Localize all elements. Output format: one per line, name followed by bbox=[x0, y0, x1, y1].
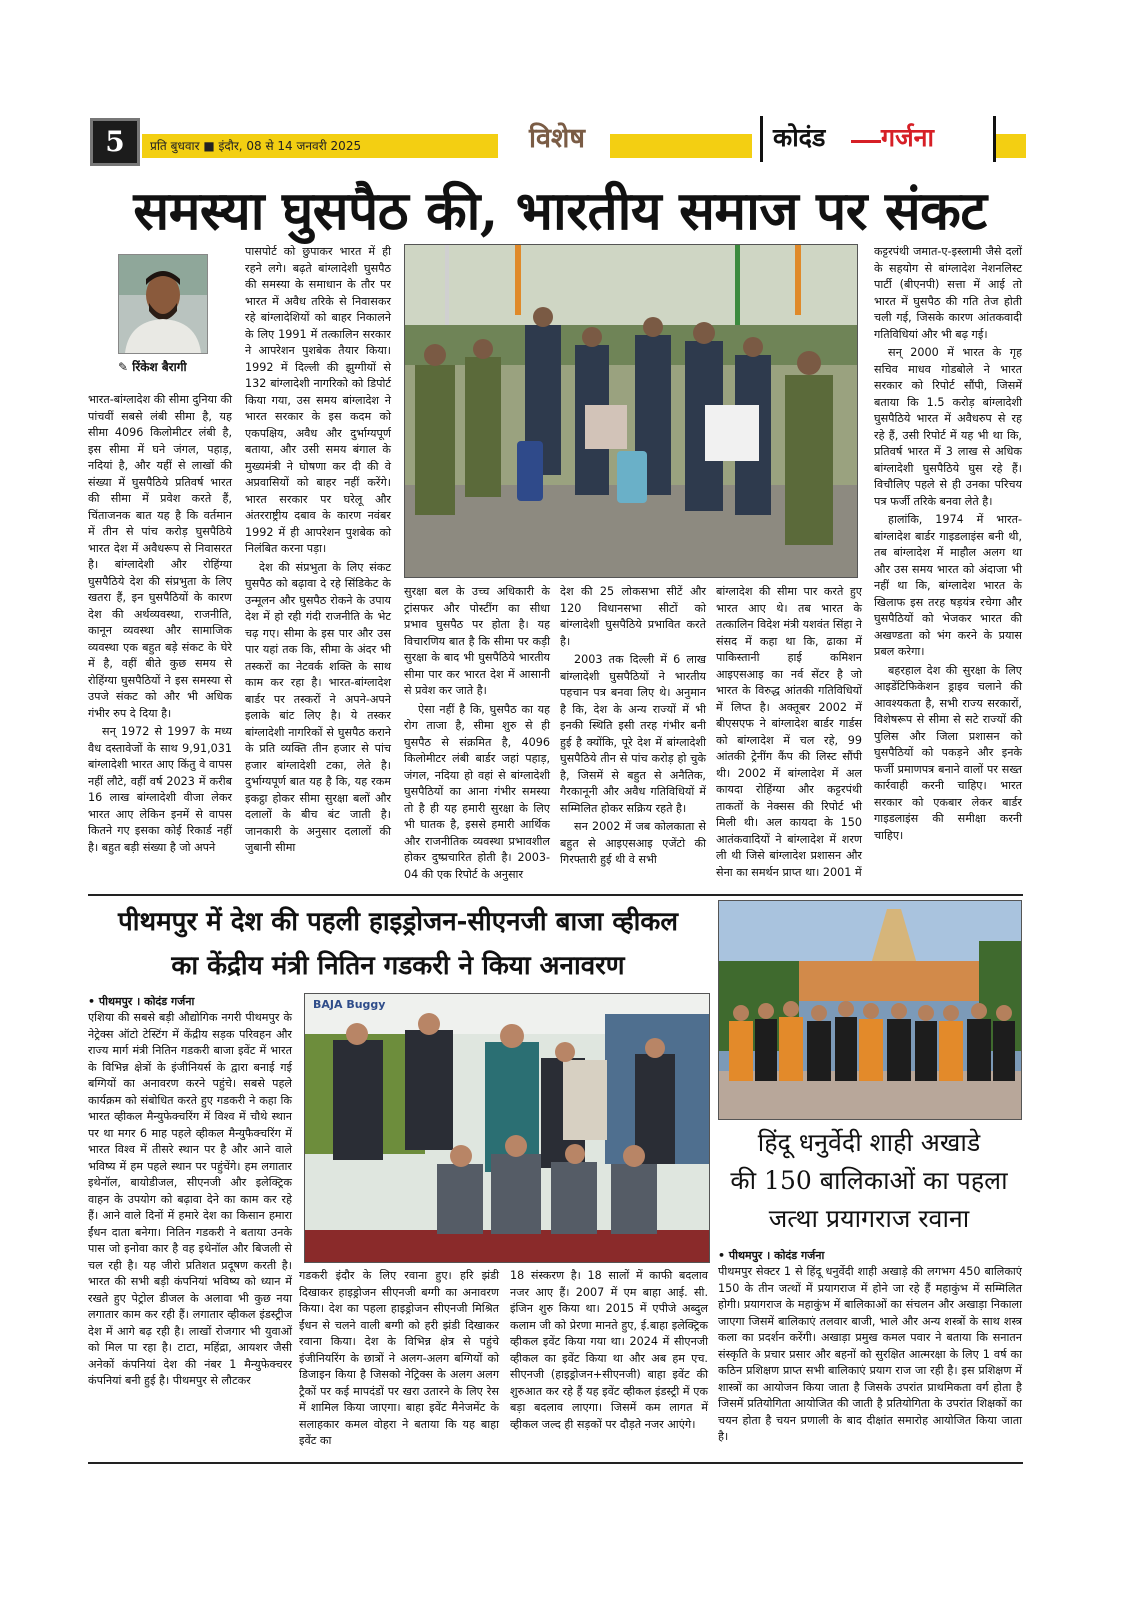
story2-headline-line2: का केंद्रीय मंत्री नितिन गडकरी ने किया अनावरण bbox=[171, 951, 625, 981]
paragraph: देश की संप्रभुता के लिए संकट घुसपैठ को बढ़ावा दे रहे सिंडिकेट के उन्मूलन और घुसपैठ रोकने के उपाय देश में हो रही गंदी राजनीति के भेट चढ़ गए। सीमा के इस पार और उस पार यहां तक कि, सीमा के अंदर भी तस्करों का नेटवर्क शक्ति के साथ काम कर रहा है। भारत-बांग्लादेश बार्डर पर तस्करों ने अपने-अपने इलाके बांट लिए है। ये तस्कर बांग्लादेशी नागरिकों से घुसपैठ कराने के प्रति व्यक्ति तीन हजार से पांच हजार बांग्लादेशी टका, लेते है। दुर्भाग्यपूर्ण बात यह है कि, यह रकम इकट्ठा होकर सीमा सुरक्षा बलों और दलालों के बीच बंट जाती है। जानकारी के अनुसार दलालों की जुबानी सीमा bbox=[245, 560, 391, 854]
story3-body bbox=[718, 1264, 1022, 1448]
page-number: 5 bbox=[90, 118, 140, 166]
paragraph: बहरहाल देश की सुरक्षा के लिए आइडेंटिफिकेशन ड्राइव चलाने की आवश्यकता है, सभी राज्य सरकारों, विशेषरूप से सीमा से सटे राज्यों की पुलिस और जिला प्रशासन को घुसपैठियों को पकड़ने और इनके फर्जी प्रमाणपत्र बनाने वालों पर सख्त कार्रवाही करनी चाहिए। भारत सरकार को एकबार लेकर बार्डर गाइडलाइंस की समीक्षा करनी चाहिए। bbox=[874, 663, 1022, 842]
story3-photo bbox=[718, 900, 1022, 1120]
paragraph: देश की 25 लोकसभा सीटें और 120 विधानसभा सीटों को बांग्लादेशी घुसपैठिये प्रभावित करते है। bbox=[560, 585, 706, 648]
story2-byline: • पीथमपुर । कोदंड गर्जना bbox=[88, 995, 195, 1008]
paragraph: 2003 तक दिल्ली में 6 लाख बांग्लादेशी घुसपैठियों ने भारतीय पहचान पत्र बनवा लिए थे। अनुमान है कि, देश के अन्य राज्यों में भी इनकी स्थिति इसी तरह गंभीर बनी हुई है क्योंकि, पूरे देश में बांग्लादेशी घुसपैठिये तीन से पांच करोड़ हो चुके है, जिसमें से बहुत से अनैतिक, गैरकानूनी और अवैध गतिविधियों में सम्मिलित होकर सक्रिय रहते है। bbox=[560, 653, 706, 815]
story2-photo bbox=[304, 993, 710, 1263]
main-story-col6 bbox=[874, 244, 1022, 846]
story2-col3 bbox=[510, 1268, 708, 1435]
brand-name-part2: गर्जना bbox=[881, 123, 934, 152]
paragraph: सन् 1972 से 1997 के मध्य वैध दस्तावेजों के साथ 9,91,031 बांग्लादेशी भारत आए किंतु वे वापस नहीं लौटे, वहीं वर्ष 2023 में करीब 16 लाख बांग्लादेशी वीजा लेकर भारत आए लेकिन इनमें से वापस कितने गए इसका कोई रिकार्ड नहीं है। बहुत बड़ी संख्या है जो अपने bbox=[88, 725, 232, 854]
story3-headline-line1: हिंदू धनुर्वेदी शाही अखाडे bbox=[757, 1128, 981, 1157]
paragraph: सुरक्षा बल के उच्च अधिकारी के ट्रांसफर और पोस्टींग का सीधा प्रभाव घुसपैठ पर होता है। यह विचारणिय बात है कि सीमा पर कड़ी सुरक्षा के बाद भी घुसपैठिये भारतीय सीमा पार कर भारत देश में आसानी से प्रवेश कर जाते है। bbox=[404, 585, 550, 697]
paragraph: गडकरी इंदौर के लिए रवाना हुए। हरि झंडी दिखाकर हाइड्रोजन सीएनजी बग्गी का अनावरण किया। देश का पहला हाइड्रोजन सीएनजी मिश्रित ईंधन से चलने वाली बग्गी को हरी झंडी दिखाकर रवाना किया। देश के विभिन्न क्षेत्र से पहुंचे इंजीनियरिंग के छात्रों ने अलग-अलग बग्गियों को डिजाइन किया है जिसको नेट्रिक्स के अलग अलग ट्रैकों पर कई मापदंडों पर खरा उतारने के लिए रेस में शामिल किया जाएगा। बाहा इवेंट मैनेजमेंट के सलाहकार कमल वोहरा ने बताया कि यह बाहा इवेंट का bbox=[299, 1269, 499, 1447]
paragraph: ऐसा नहीं है कि, घुसपैठ का यह रोग ताजा है, सीमा शुरु से ही घुसपैठ से संक्रमित है, 4096 किलोमीटर लंबी बार्डर जहां पहाड़, जंगल, नदिया हो वहां से बांग्लादेशी घुसपैठियों का आना गंभीर समस्या तो है ही यह हमारी सुरक्षा के लिए भी घातक है, इससे हमारी आर्थिक और राजनीतिक व्यवस्था प्रभावशील होकर दुष्प्रचारित होती है। 2003-04 की एक रिपोर्ट के अनुसार bbox=[404, 702, 550, 881]
main-story-col5 bbox=[716, 584, 862, 883]
story3-byline: • पीथमपुर । कोदंड गर्जना bbox=[718, 1249, 825, 1262]
section-divider bbox=[88, 894, 1023, 896]
pen-icon: ✎ bbox=[118, 360, 129, 374]
section-title: विशेष bbox=[529, 123, 585, 154]
story2-col2 bbox=[299, 1268, 499, 1452]
paragraph: पीथमपुर सेक्टर 1 से हिंदू धनुर्वेदी शाही अखाड़े की लगभग 450 बालिकाएं 150 के तीन जत्थों में प्रयागराज में होने जा रहे हैं महाकुंभ में सम्मिलित होगी। प्रयागराज के महाकुंभ में बालिकाओं का संचलन और अखाड़ा निकाला जाएगा जिसमें बालिकाएं तलवार बाजी, भाले और अन्य शस्त्रों के साथ शस्त्र कला का प्रदर्शन करेंगी। अखाड़ा प्रमुख कमल पवार ने बताया कि सनातन संस्कृति के प्रचार प्रसार और बहनों को सुरक्षित आत्मरक्षा के लिए 1 वर्ष का कठिन प्रशिक्षण प्राप्त सभी बालिकाएं प्रयाग राज जा रही है। इस प्रशिक्षण में शास्त्रों का आयोजन किया जाता है जिसके उपरांत प्राथमिकता वर्ग होता है जिसमें प्रतियोगिता आयोजित की जाती है प्रतियोगिता के उपरांत शिक्षकों का चयन होता है चयन प्रणाली के बाद दीक्षांत समारोह आयोजित किया जाता है। bbox=[718, 1265, 1022, 1443]
brand-name-part1: कोदंड bbox=[773, 123, 826, 152]
author-byline bbox=[118, 358, 187, 375]
story2-col1 bbox=[88, 1010, 292, 1392]
paragraph: पासपोर्ट को छुपाकर भारत में ही रहने लगे। बढ़ते बांग्लादेशी घुसपैठ की समस्या के समाधान के तौर पर भारत में अवैध तरिके से निवासकर रहे बांग्लादेशियों को बाहर निकालने के लिए 1991 में तत्कालिन सरकार ने आपरेशन पुशबेक तैयार किया। 1992 में दिल्ली की झुग्गीयों से 132 बांग्लादेशी नागरिको को डिपोर्ट किया गया, उस समय बांग्लादेश ने भारत सरकार के इस कदम को एकपक्षिय, अवैध और दुर्भाग्यपूर्ण बताया, और उसी समय बंगाल के मुख्यमंत्री ने घोषणा कर दी की वे अप्रवासियों को बाहर नहीं करेंगे। भारत सरकार पर घरेलू और अंतरराष्ट्रीय दबाव के कारण नवंबर 1992 में ही आपरेशन पुशबेक को निलंबित करना पड़ा। bbox=[245, 245, 391, 555]
paragraph: बांग्लादेश की सीमा पार करते हुए भारत आए थे। तब भारत के तत्कालिन विदेश मंत्री यशवंत सिंहा ने संसद में कहा था कि, ढाका में पाकिस्तानी हाई कमिशन आइएसआइ का नर्व सेंटर है जो भारत के विरुद्ध आंतकी गतिविधियों में लिप्त है। अक्तूबर 2002 में बीएसएफ ने बांग्लादेश बार्डर गार्डस को बांग्लादेश में चल रहे, 99 आंतकी ट्रेनींग कैंप की लिस्ट सौंपी थी। 2002 में बांग्लादेश में अल कायदा रोहिंग्या और कट्टरपंथी ताकतों के नेक्सस की रिपोर्ट भी मिली थी। अल कायदा के 150 आतंकवादियों ने बांग्लादेश में शरण ली थी जिसे बांग्लादेश प्रशासन और सेना का समर्थन प्राप्त था। 2001 में bbox=[716, 585, 862, 879]
main-story-col1 bbox=[88, 392, 232, 858]
page-bottom-rule bbox=[88, 1462, 1023, 1464]
brand-logo bbox=[760, 116, 996, 162]
paragraph: 18 संस्करण है। 18 सालों में काफी बदलाव नजर आए हैं। 2007 में एम बाहा आई. सी. इंजिन शुरु किया था। 2015 में एपीजे अब्दुल कलाम जी को प्रेरणा मानते हुए, ई.बाहा इलेक्ट्रिक व्हीकल इवेंट किया गया था। 2024 में सीएनजी व्हीकल का इवेंट किया था और अब हम एच. सीएनजी (हाइड्रोजन+सीएनजी) बाहा इवेंट की शुरुआत कर रहे हैं यह इवेंट व्हीकल इंडस्ट्री में एक बड़ा बदलाव लाएगा। जिसमें कम लागत में व्हीकल जल्द ही सड़कों पर दौड़ते नजर आएंगे। bbox=[510, 1269, 708, 1431]
story3-headline-line3: जत्था प्रयागराज रवाना bbox=[768, 1204, 970, 1233]
author-name: रिंकेश बैरागी bbox=[132, 360, 187, 374]
issue-line: प्रति बुधवार ■ इंदौर, 08 से 14 जनवरी 2025 bbox=[150, 139, 362, 153]
paragraph: भारत-बांग्लादेश की सीमा दुनिया की पांचवीं सबसे लंबी सीमा है, यह सीमा 4096 किलोमीटर लंबी है, इस सीमा में घने जंगल, पहाड़, नदियां है, और यहीं से लाखों की संख्या में घुसपैठिये प्रतिवर्ष भारत की सीमा में प्रवेश करते हैं, चिंताजनक बात यह है कि वर्तमान में तीन से पांच करोड़ घुसपैठिये भारत देश में अवैधरूप से निवासरत है। बांग्लादेशी और रोहिंग्या घुसपैठिये देश की संप्रभुता के लिए खतरा हैं, इन घुसपैठियों के कारण देश की अर्थव्यवस्था, राजनीति, कानून व्यवस्था और सामाजिक व्यवस्था एक बहुत बड़े संकट के घेरे में है, वहीं बीते कुछ समय से रोहिंग्या घुसपैठियों ने इस समस्या से उपजे संकट को और भी अधिक गंभीर रुप दे दिया है। bbox=[88, 393, 232, 720]
story2-headline-line1: पीथमपुर में देश की पहली हाइड्रोजन-सीएनजी बाजा व्हीकल bbox=[118, 907, 678, 937]
paragraph: कट्टरपंथी जमात-ए-इस्लामी जैसे दलों के सहयोग से बांग्लादेश नेशनलिस्ट पार्टी (बीएनपी) सत्ता में आई तो भारत में घुसपैठ की गति तेज होती चली गई, जिसके कारण आंतकवादी गतिविधियां और भी बढ़ गई। bbox=[874, 245, 1022, 341]
author-photo bbox=[118, 254, 208, 354]
paragraph: सन 2002 में जब कोलकाता से बहुत से आइएसआइ एजेंटो की गिरफ्तारी हुई थी वे सभी bbox=[560, 820, 706, 866]
main-story-photo bbox=[404, 244, 858, 578]
arrow-icon bbox=[851, 140, 881, 143]
main-headline: समस्या घुसपैठ की, भारतीय समाज पर संकट bbox=[133, 180, 987, 242]
masthead-bar-right bbox=[996, 134, 1026, 158]
story3-headline-line2: की 150 बालिकाओं का पहला bbox=[730, 1166, 1008, 1195]
paragraph: एशिया की सबसे बड़ी औद्योगिक नगरी पीथमपुर के नेट्रेक्स ऑटो टेस्टिंग में केंद्रीय सड़क परिवहन और राज्य मार्ग मंत्री नितिन गडकरी बाजा इवेंट में भारत के विभिन्न क्षेत्रों के इंजीनियर्स के द्वारा बनाई गई बग्गियों का अनावरण करने पहुंचे। सबसे पहले कार्यक्रम को संबोधित करते हुए गडकरी ने कहा कि भारत व्हीकल मैन्युफेक्चरिंग में विश्व में चौथे स्थान पर था मगर 6 माह पहले व्हीकल मैन्युफैक्चरिंग में भारत विश्व में तीसरे स्थान पर है और आने वाले भविष्य में हम पहले स्थान पर पहुंचेंगे। हम लगातार इथेनॉल, बायोडीजल, सीएनजी और इलेक्ट्रिक वाहन के उपयोग को बढ़ावा देने का काम कर रहे हैं। आने वाले दिनों में हमारे देश का किसान हमारा ईंधन दाता बनेगा। नितिन गडकरी ने बताया उनके पास जो इनोवा कार है वह इथेनॉल और बिजली से चल रही है। यह जीरो प्रतिशत प्रदूषण करती है। भारत की सभी बड़ी कंपनियां भविष्य को ध्यान में रखते हुए पेट्रोल डीजल के अलावा भी कुछ नया लगातार काम कर रही हैं। लगातार व्हीकल इंडस्ट्रीज देश में आगे बढ़ रही है। लाखों रोजगार भी युवाओं को मिल पा रहा है। टाटा, महिंद्रा, आयशर जैसी अनेकों कंपनियां देश की नंबर 1 मैन्युफेक्चरर कंपनियां बनी हुई है। पीथमपुर से लौटकर bbox=[88, 1011, 292, 1387]
photo-banner-text: BAJA Buggy bbox=[313, 998, 386, 1011]
paragraph: सन् 2000 में भारत के गृह सचिव माधव गोडबोले ने भारत सरकार को रिपोर्ट सौंपी, जिसमें बताया कि 1.5 करोड़ बांग्लादेशी घुसपैठिये भारत में अवैधरुप से रह रहे हैं, उसी रिपोर्ट में यह भी था कि, प्रतिवर्ष भारत में 3 लाख से अधिक बांग्लादेशी घुसपैठिये घुस रहे हैं। विचौलिए पहले से ही उनका परिचय पत्र फर्जी तरिके बनवा लेते है। bbox=[874, 346, 1022, 508]
masthead-bar-middle bbox=[610, 134, 752, 158]
main-story-col2 bbox=[245, 244, 391, 859]
main-story-col3 bbox=[404, 584, 550, 885]
paragraph: हालांकि, 1974 में भारत-बांग्लादेश बार्डर गाइडलाइंस बनी थी, तब बांग्लादेश में माहौल अलग था और उस समय भारत को अंदाजा भी नहीं था कि, बांग्लादेश भारत के खिलाफ इस तरह षड़यंत्र रचेगा और घुसपैठियों को भेजकर भारत की अखण्डता को भंग करने के प्रयास प्रबल करेगा। bbox=[874, 513, 1022, 658]
story3-headline bbox=[716, 1124, 1022, 1238]
main-story-col4 bbox=[560, 584, 706, 871]
